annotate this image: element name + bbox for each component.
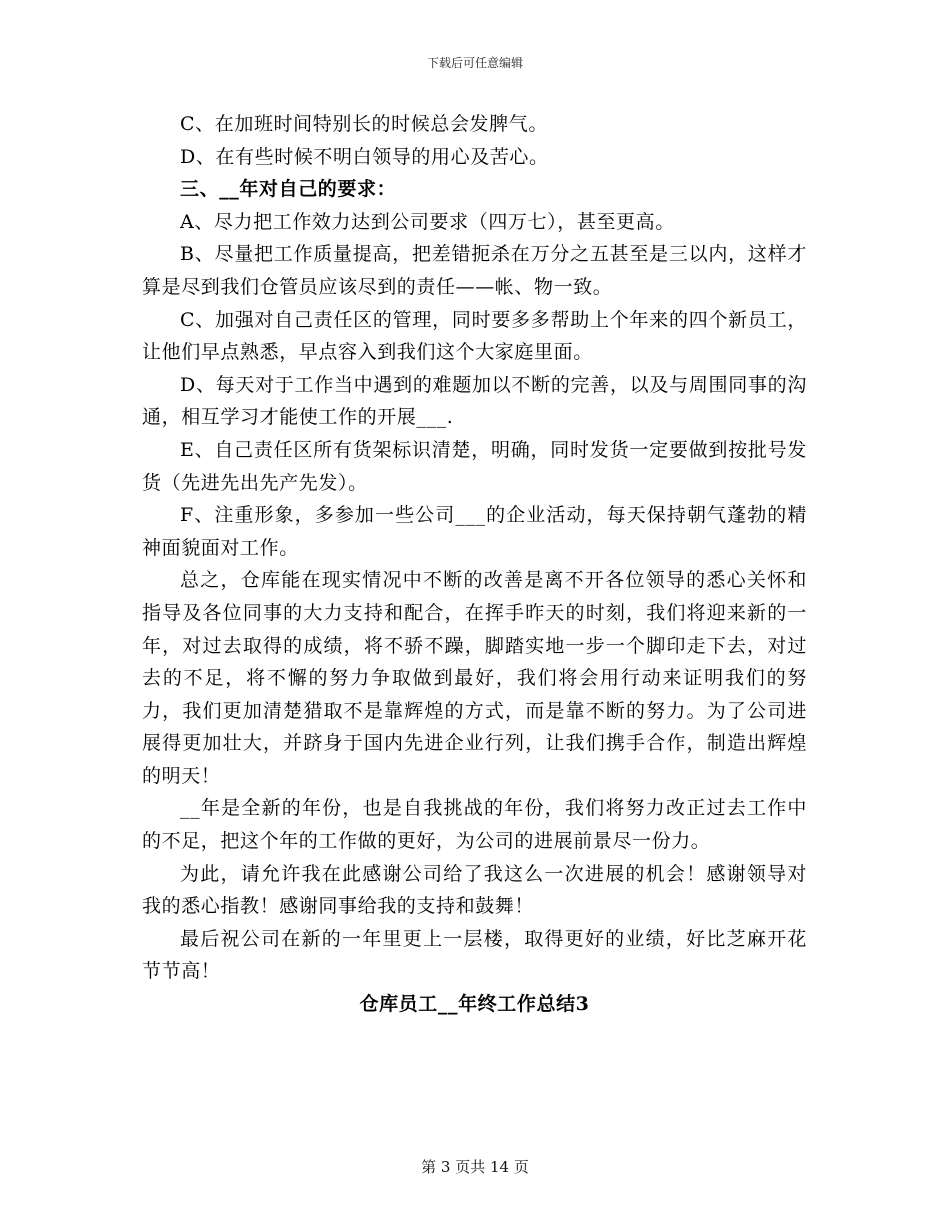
section-heading-requirements: 三、__年对自己的要求： [180, 178, 397, 201]
paragraph-c-management: C、加强对自己责任区的管理，同时要多多帮助上个年来的四个新员工，让他们早点熟悉，早点容入到我们这个大家庭里面。 [142, 308, 807, 364]
paragraph-thanks: 为此，请允许我在此感谢公司给了我这么一次进展的机会！感谢领导对我的悉心指教！感谢同事给我的支持和鼓舞！ [142, 862, 807, 918]
paragraph-d-understanding: D、在有些时候不明白领导的用心及苦心。 [180, 145, 549, 168]
paragraph-a-efficiency: A、尽力把工作效力达到公司要求（四万七），甚至更高。 [180, 210, 675, 233]
paragraph-b-quality: B、尽量把工作质量提高，把差错扼杀在万分之五甚至是三以内，这样才算是尽到我们仓管员应该尽到的责任——帐、物一致。 [142, 243, 807, 298]
paragraph-f-image: F、注重形象，多参加一些公司___的企业活动，每天保持朝气蓬勃的精神面貌面对工作。 [142, 504, 807, 559]
paragraph-summary: 总之，仓库能在现实情况中不断的改善是离不开各位领导的悉心关怀和指导及各位同事的大力支持和配合，在挥手昨天的时刻，我们将迎来新的一年，对过去取得的成绩，将不骄不躁，脚踏实地一步一个脚印走下去，对过去的不足，将不懈的努力争取做到最好，我们将会用行动来证明我们的努力，我们更加清楚猎取不是靠辉煌的方式，而是靠不断的努力。为了公司进展得更加壮大，并跻身于国内先进企业行列，让我们携手合作，制造出辉煌的明天！ [142, 569, 807, 787]
page-number-footer: 第 3 页共 14 页 [421, 1158, 529, 1176]
paragraph-wishes: 最后祝公司在新的一年里更上一层楼，取得更好的业绩，好比芝麻开花节节高！ [142, 927, 807, 983]
paragraph-d-communication: D、每天对于工作当中遇到的难题加以不断的完善，以及与周围同事的沟通，相互学习才能使工作的开展___. [142, 373, 807, 429]
paragraph-e-shelving: E、自己责任区所有货架标识清楚，明确，同时发货一定要做到按批号发货（先进先出先产先发）。 [142, 438, 807, 494]
next-section-title: 仓库员工__年终工作总结3 [359, 993, 590, 1016]
document-body [142, 108, 807, 1021]
paragraph-c-temper: C、在加班时间特别长的时候总会发脾气。 [180, 113, 548, 135]
paragraph-new-year: __年是全新的年份，也是自我挑战的年份，我们将努力改正过去工作中的不足，把这个年的工作做的更好，为公司的进展前景尽一份力。 [142, 797, 807, 853]
page-header-note: 下载后可任意编辑 [426, 56, 523, 70]
